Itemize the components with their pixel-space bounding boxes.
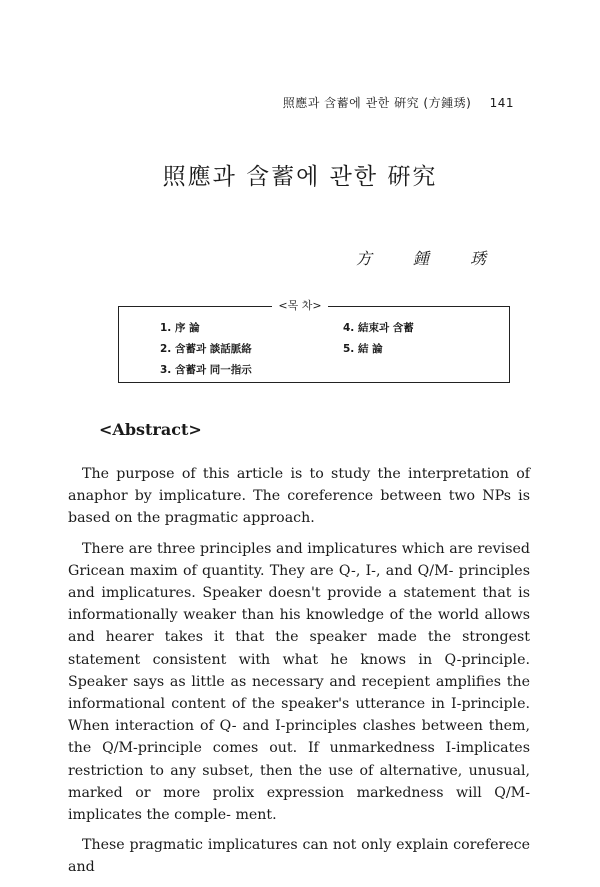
- toc-item-5: 5. 結 論: [343, 343, 383, 355]
- abstract-heading: <Abstract>: [99, 420, 202, 439]
- abstract-paragraph-2: There are three principles and implicatures which are revised Gricean maxim of quantity. They are Q-, I-, and Q/M- principles and implicatures. Speaker doesn't provide a statement that is informationally weaker than his knowledge of the world allows and hearer takes it that the speaker made the strongest statement consistent with what he knows in Q-principle. Speaker says as little as necessary and recepient amplifies the informational content of the speaker's utterance in I-principle. When interaction of Q- and I-principles clashes between them, the Q/M-principle comes out. If unmarkedness I-implicates restriction to any subset, then the use of alternative, unusual, marked or more prolix expression markedness will Q/M-implicates the comple- ment.: [68, 540, 530, 824]
- toc-item-4: 4. 結束과 含蓄: [343, 322, 414, 334]
- running-head-title: 照應과 含蓄에 관한 硏究 (方鍾琇): [282, 96, 472, 110]
- author-name: 方 鍾 琇: [355, 249, 504, 268]
- paper-title: 照應과 含蓄에 관한 硏究: [162, 164, 438, 190]
- page-number: 141: [489, 96, 514, 110]
- abstract-body: [68, 463, 530, 887]
- toc-item-2: 2. 含蓄과 談話脈絡: [160, 343, 252, 355]
- abstract-paragraph-1: The purpose of this article is to study the interpretation of anaphor by implicature. The coreference between two NPs is based on the pragmatic approach.: [68, 466, 530, 527]
- abstract-paragraph-3: These pragmatic implicatures can not only explain coreferece and: [68, 837, 530, 876]
- toc-item-3: 3. 含蓄과 同一指示: [160, 364, 252, 376]
- toc-item-1: 1. 序 論: [160, 322, 200, 334]
- running-head: [283, 94, 514, 111]
- toc-heading: <목 차>: [0, 297, 600, 313]
